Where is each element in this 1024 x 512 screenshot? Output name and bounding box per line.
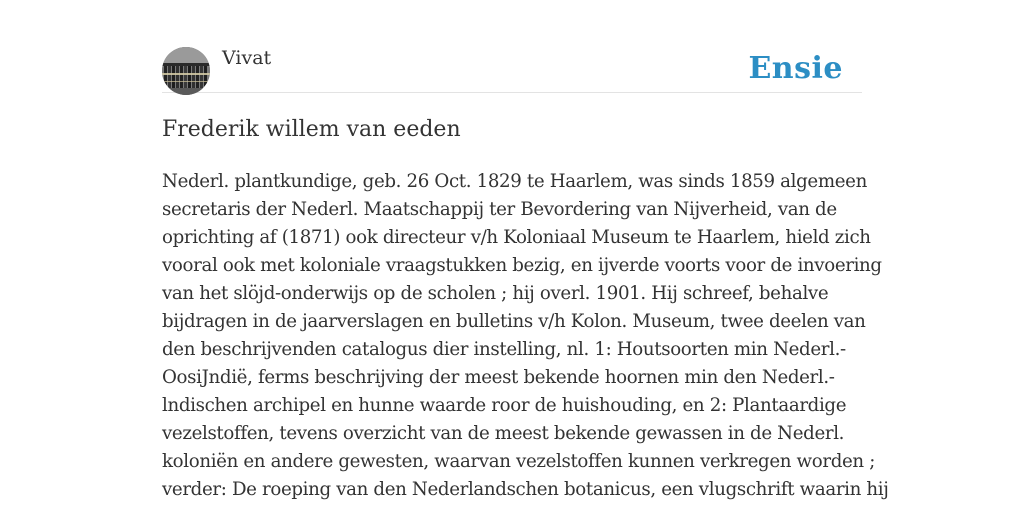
body-line: OosiJndië, ferms beschrijving der meest bekende hoornen min den Nederl.- [162, 367, 835, 388]
body-line: vezelstoffen, tevens overzicht van de meest bekende gewassen in de Nederl. [162, 423, 845, 444]
body-line: oprichting af (1871) ook directeur v/h Koloniaal Museum te Haarlem, hield zich [162, 227, 871, 248]
body-line: lndischen archipel en hunne waarde roor de huishouding, en 2: Plantaardige [162, 395, 847, 416]
book-spines-icon [162, 47, 210, 95]
body-line: van het slöjd-onderwijs op de scholen ; hij overl. 1901. Hij schreef, behalve [162, 283, 829, 304]
brand-logo[interactable]: Ensie [748, 51, 843, 86]
body-line: vooral ook met koloniale vraagstukken bezig, en ijverde voorts voor de invoering [162, 255, 882, 276]
body-line: verder: De roeping van den Nederlandschen botanicus, een vlugschrift waarin hij [162, 479, 889, 500]
body-line: bijdragen in de jaarverslagen en bulletins v/h Kolon. Museum, twee deelen van [162, 311, 866, 332]
body-line: koloniën en andere gewesten, waarvan vezelstoffen kunnen verkregen worden ; [162, 451, 875, 472]
source-avatar[interactable] [162, 47, 210, 95]
source-name[interactable]: Vivat [222, 47, 272, 69]
body-line: Nederl. plantkundige, geb. 26 Oct. 1829 te Haarlem, was sinds 1859 algemeen [162, 171, 867, 192]
article-body [162, 168, 889, 504]
article-title: Frederik willem van eeden [162, 117, 461, 142]
body-line: secretaris der Nederl. Maatschappij ter Bevordering van Nijverheid, van de [162, 199, 837, 220]
body-line: den beschrijvenden catalogus dier instelling, nl. 1: Houtsoorten min Nederl.- [162, 339, 846, 360]
header [162, 46, 862, 93]
